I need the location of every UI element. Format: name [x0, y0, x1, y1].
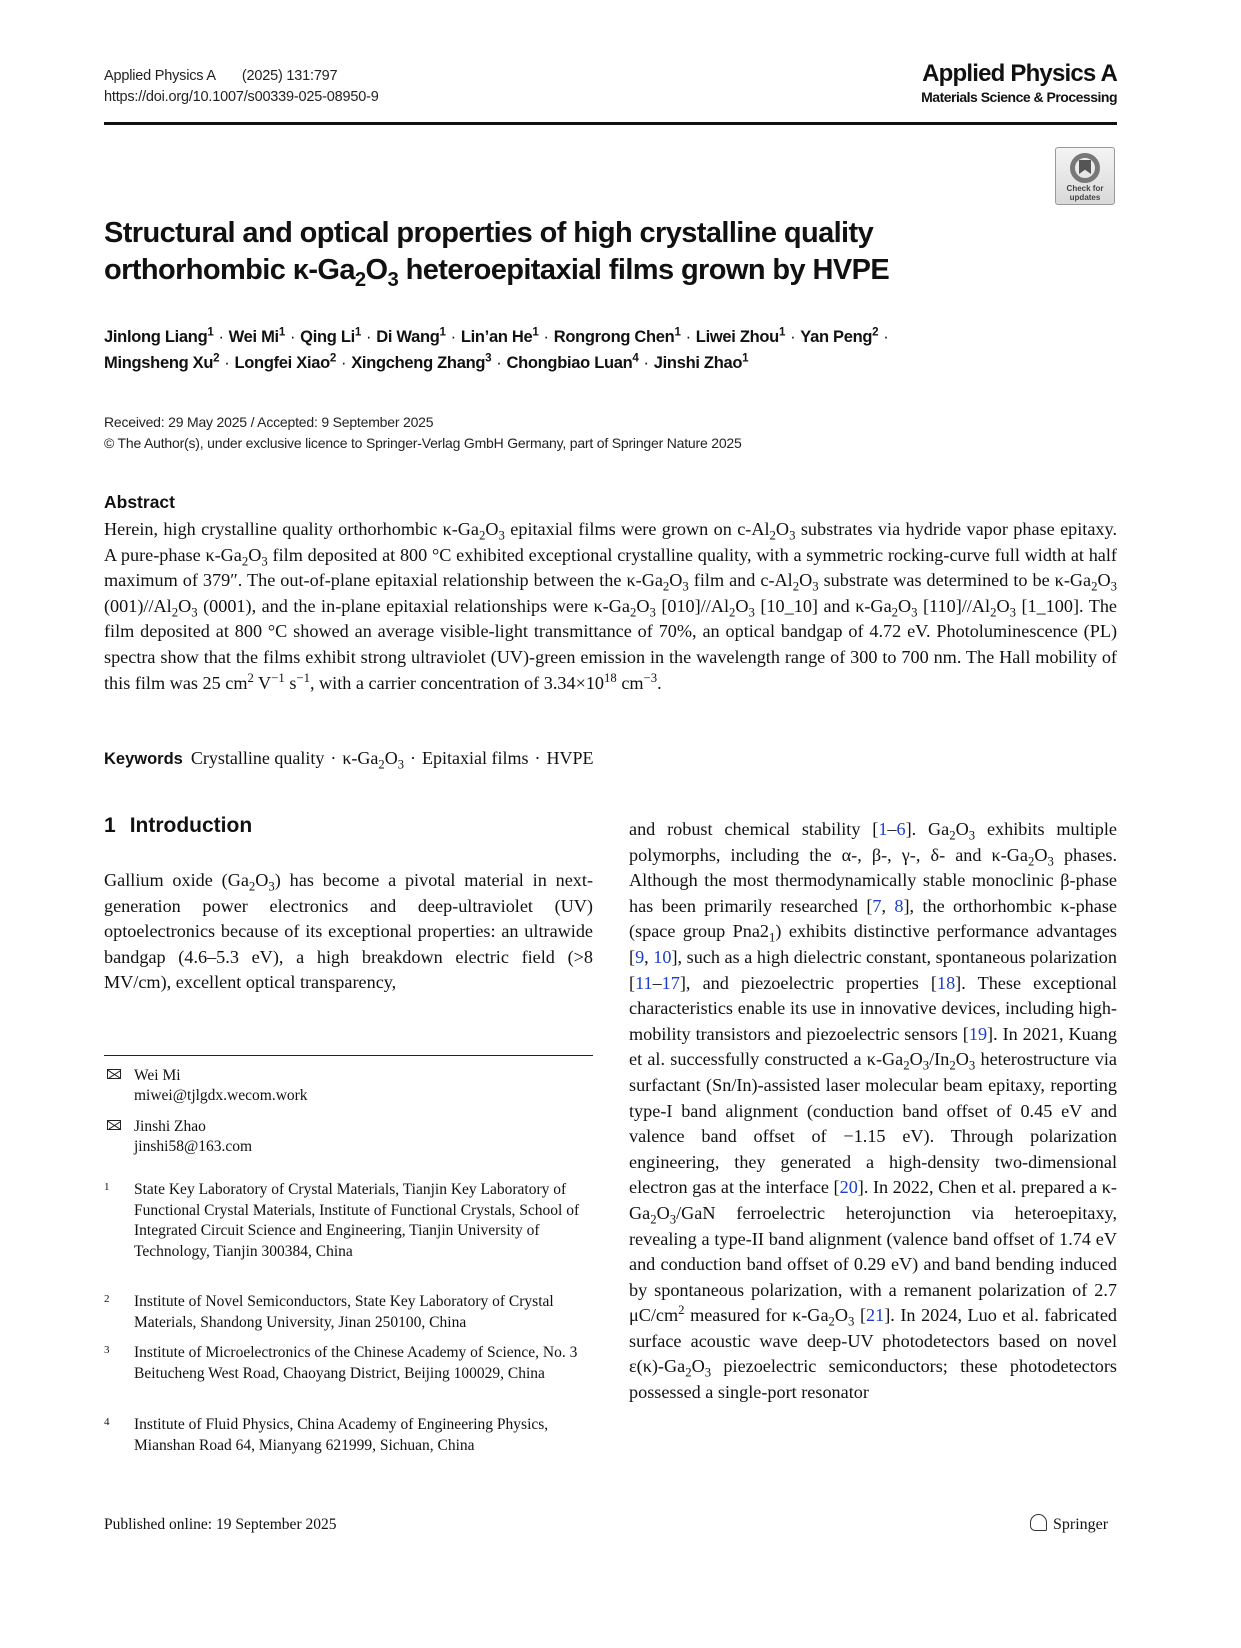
author[interactable]: Qing Li — [300, 328, 355, 346]
author-affiliation-marker: 4 — [632, 352, 639, 365]
author[interactable]: Jinshi Zhao — [653, 354, 743, 372]
abstract-heading: Abstract — [104, 492, 175, 512]
contact-name: Jinshi Zhao — [134, 1118, 206, 1135]
keyword: $\kappa-Ga_2O_3$ — [342, 748, 404, 772]
keyword: HVPE — [546, 748, 594, 768]
author[interactable]: Liwei Zhou — [695, 328, 779, 346]
paper-title — [104, 215, 1004, 289]
publisher-name: Springer — [1053, 1516, 1109, 1533]
doi-link[interactable]: https://doi.org/10.1007/s00339-025-08950-9 — [104, 89, 379, 105]
author-affiliation-marker: 1 — [439, 326, 446, 339]
journal-subtitle: Materials Science & Processing — [921, 89, 1117, 105]
check-for-updates-button[interactable] — [1055, 147, 1115, 205]
citation-link[interactable]: 9 — [635, 946, 645, 967]
citation-link[interactable]: 7 — [872, 895, 882, 916]
envelope-icon — [107, 1120, 121, 1130]
author[interactable]: Di Wang — [376, 328, 440, 346]
envelope-icon — [107, 1069, 121, 1079]
author-affiliation-marker: 2 — [329, 352, 337, 365]
author[interactable]: Jinlong Liang — [104, 328, 208, 346]
author-affiliation-marker: 1 — [674, 326, 681, 339]
citation-link[interactable]: 6 — [896, 819, 906, 839]
author-separator: · — [643, 354, 649, 372]
author-separator: · — [883, 328, 889, 346]
author-separator: · — [790, 328, 796, 346]
author-separator: · — [224, 354, 230, 372]
keyword: Epitaxial films — [422, 748, 529, 768]
author[interactable]: Longfei Xiao — [234, 354, 330, 372]
author-affiliation-marker: 2 — [213, 352, 220, 365]
contact-email-link[interactable]: jinshi58@163.com — [134, 1138, 253, 1155]
author-separator: · — [685, 328, 691, 346]
author-affiliation-marker: 1 — [778, 326, 786, 339]
author-separator: · — [543, 328, 549, 346]
author-affiliation-marker: 1 — [207, 326, 214, 339]
author-affiliation-marker: 2 — [872, 326, 879, 339]
corresponding-author — [104, 1117, 593, 1157]
author-affiliation-marker: 1 — [354, 326, 362, 339]
article-history — [104, 412, 742, 454]
corresponding-author — [104, 1066, 593, 1106]
author[interactable]: Mingsheng Xu — [104, 354, 214, 372]
author-affiliation-marker: 1 — [742, 352, 749, 365]
received-accepted: Received: 29 May 2025 / Accepted: 9 September 2025 — [104, 414, 434, 430]
running-header — [104, 66, 379, 108]
title-line-1: Structural and optical properties of high crystalline quality — [104, 217, 874, 249]
publisher-logo — [1030, 1514, 1108, 1534]
author-separator: · — [366, 328, 372, 346]
springer-horse-icon — [1030, 1514, 1047, 1531]
author-list — [104, 324, 1117, 376]
citation-link[interactable]: 18 — [936, 972, 956, 993]
author-affiliation-marker: 1 — [532, 326, 539, 339]
contact-email-link[interactable]: miwei@tjlgdx.wecom.work — [134, 1087, 308, 1104]
copyright: © The Author(s), under exclusive licence to Springer-Verlag GmbH Germany, part of Springer Nature 2025 — [104, 435, 742, 451]
author-affiliation-marker: 3 — [485, 352, 492, 365]
badge-line-1: Check for — [1066, 184, 1104, 193]
author[interactable]: Wei Mi — [228, 328, 279, 346]
citation-link[interactable]: 20 — [839, 1177, 858, 1198]
citation-link[interactable]: 21 — [866, 1305, 885, 1326]
affiliation-item: 2 Institute of Novel Semiconductors, State Key Laboratory of Crystal Materials, Shandong University, Jinan 250100, China — [104, 1293, 554, 1331]
keyword: Crystalline quality — [190, 748, 325, 768]
author[interactable]: Xingcheng Zhang — [351, 354, 486, 372]
affiliation-item: 4 Institute of Fluid Physics, China Academy of Engineering Physics, Mianshan Road 64, Mianyang 621999, Sichuan, China — [104, 1416, 549, 1454]
citation-link[interactable]: 11 — [635, 972, 653, 993]
intro-paragraph-right: and robust chemical stability [1–6]. $Ga_2O_3$ exhibits multiple polymorphs, including the α-, β-, γ-, δ- and $\kappa-Ga_2O_3$ phases. Although the most thermodynamically stable monoclinic β-phase has been primarily researched [7, 8], the orthorhombic κ-phase (space group $Pna2_1$) exhibits distinctive performance advantages [9, 10], such as a high dielectric constant, spontaneous polarization [11–17], and piezoelectric properties [18]. These exceptional characteristics enable its use in innovative devices, including high-mobility transistors and piezoelectric sensors [19]. In 2021, Kuang et al. successfully constructed a $\kappa-Ga_2O_3/In_2O_3$ heterostructure via surfactant (Sn/In)-assisted laser molecular beam epitaxy, reporting type-I band alignment (conduction band offset of 0.45 eV and valence band offset of −1.15 eV). Through polarization engineering, they generated a high-density two-dimensional electron gas at the interface [20]. In 2022, Chen et al. prepared a $\kappa-Ga_2O_3$/GaN ferroelectric heterojunction via heteroepitaxy, revealing a type-II band alignment (valence band offset of 1.74 eV and conduction band offset of 0.29 eV) and band bending induced by spontaneous polarization, with a remanent polarization of 2.7 $\mu C/cm^2$ measured for $\kappa-Ga_2O_3$ [21]. In 2024, Luo et al. fabricated surface acoustic wave deep-UV photodetectors based on novel $\varepsilon(\kappa)-Ga_2O_3$ piezoelectric semiconductors; these photodetectors possessed a single-port resonator — [629, 819, 1118, 1403]
citation-link[interactable]: 17 — [661, 972, 680, 993]
citation-link[interactable]: 10 — [653, 946, 672, 967]
author-separator: · — [496, 354, 502, 372]
header-rule — [104, 122, 1117, 125]
author[interactable]: Rongrong Chen — [553, 328, 675, 346]
footnote-rule — [104, 1055, 593, 1056]
published-online: Published online: 19 September 2025 — [104, 1516, 337, 1533]
author-separator: · — [450, 328, 456, 346]
intro-paragraph-left: Gallium oxide $(Ga_2O_3)$ has become a pivotal material in next-generation power electronics and deep-ultraviolet (UV) optoelectronics because of its exceptional properties: an ultrawide bandgap (4.6–5.3 eV), a high breakdown electric field (>8 MV/cm), excellent optical transparency, — [104, 870, 593, 993]
citation-link[interactable]: 19 — [968, 1023, 988, 1044]
author-affiliation-marker: 1 — [278, 326, 285, 339]
journal-short-name: Applied Physics A — [104, 68, 216, 84]
keywords-label: Keywords — [104, 750, 183, 768]
check-for-updates-icon — [1070, 153, 1100, 183]
affiliation-item: 3 Institute of Microelectronics of the Chinese Academy of Science, No. 3 Beitucheng West Road, Chaoyang District, Beijing 100029, China — [104, 1344, 578, 1382]
section-heading-introduction: 1 Introduction — [104, 814, 253, 837]
author[interactable]: Lin’an He — [460, 328, 533, 346]
author-separator: · — [218, 328, 224, 346]
abstract-body: Herein, high crystalline quality orthorhombic $\kappa-Ga_2O_3$ epitaxial films were grown on $c-Al_2O_3$ substrates via hydride vapor phase epitaxy. A pure-phase $\kappa-Ga_2O_3$ film deposited at 800 °C exhibited exceptional crystalline quality, with a symmetric rocking-curve full width at half maximum of 379″. The out-of-plane epitaxial relationship between the $\kappa-Ga_2O_3$ film and $c-Al_2O_3$ substrate was determined to be $\kappa-Ga_2O_3$ $(001)//Al_2O_3$ (0001), and the in-plane epitaxial relationships were $\kappa-Ga_2O_3$ $[010]//Al_2O_3$ [10_10] and $\kappa-Ga_2O_3$ $[110]//Al_2O_3$ [1_100]. The film deposited at 800 °C showed an average visible-light transmittance of 70%, an optical bandgap of 4.72 eV. Photoluminescence (PL) spectra show that the films exhibit strong ultraviolet (UV)-green emission in the wavelength range of 300 to 700 nm. The Hall mobility of this film was 25 $cm^2$ $V^{-1}$ $s^{-1}$, with a carrier concentration of $3.34\times 10^{18}$ $cm^{-3}$. — [104, 519, 1118, 693]
citation-link[interactable]: 1 — [878, 819, 888, 839]
citation-link[interactable]: 8 — [894, 895, 904, 916]
author-separator: · — [289, 328, 296, 346]
badge-line-2: updates — [1069, 193, 1101, 202]
author[interactable]: Yan Peng — [800, 328, 873, 346]
citation: (2025) 131:797 — [241, 68, 338, 84]
author[interactable]: Chongbiao Luan — [506, 354, 633, 372]
affiliation-item: 1 State Key Laboratory of Crystal Materials, Tianjin Key Laboratory of Functional Crystal Materials, Institute of Functional Crystals, School of Integrated Circuit Science and Engineering, Tianjin University of Technology, Tianjin 300384, China — [104, 1181, 580, 1260]
journal-title: Applied Physics A — [922, 60, 1117, 87]
title-line-2: orthorhombic $\kappa-Ga_2O_3$ heteroepitaxial films grown by HVPE — [104, 254, 890, 291]
author-separator: · — [341, 354, 347, 372]
journal-logo — [921, 60, 1117, 106]
contact-name: Wei Mi — [134, 1067, 181, 1084]
keywords: Keywords Crystalline quality · $\kappa-Ga_2O_3$ · Epitaxial films · HVPE — [104, 748, 594, 772]
